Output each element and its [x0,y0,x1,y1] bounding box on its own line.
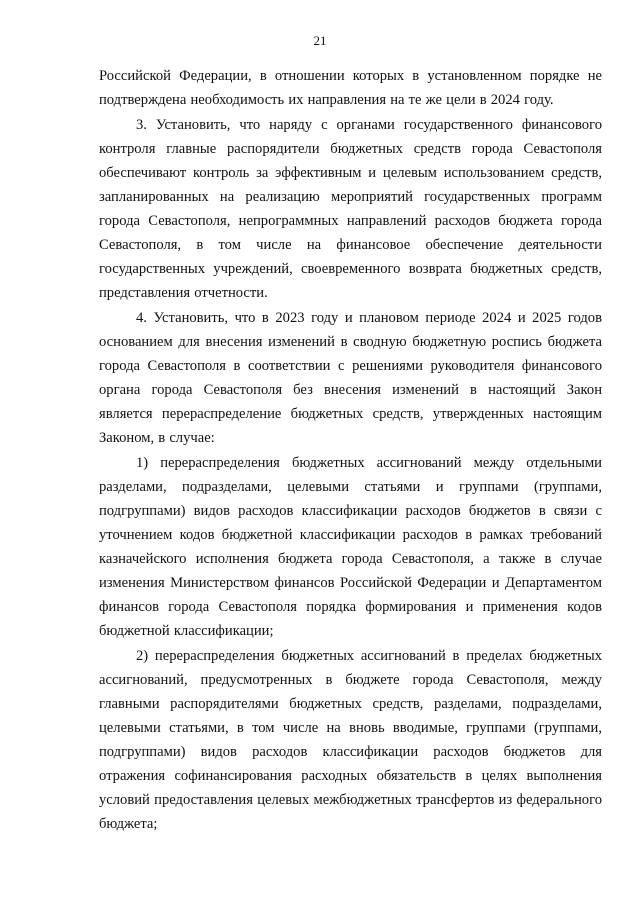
paragraph-item-4-1: 1) перераспределения бюджетных ассигнований между отдельными разделами, подразделами, целевыми статьями и группами (группами, подгруппами) видов расходов классификации расходов бюджетов в связи с уточнением кодов бюджетной классификации расходов в рамках требований казначейского исполнения бюджета города Севастополя, а также в случае изменения Министерством финансов Российской Федерации и Департаментом финансов города Севастополя порядка формирования и применения кодов бюджетной классификации; [99,455,602,639]
paragraph-item-3: 3. Установить, что наряду с органами государственного финансового контроля главные распорядители бюджетных средств города Севастополя обеспечивают контроль за эффективным и целевым использованием средств, запланированных на реализацию мероприятий государственных программ города Севастополя, непрограммных направлений расходов бюджета города Севастополя, в том числе на финансовое обеспечение деятельности государственных учреждений, своевременного возврата бюджетных средств, представления отчетности. [99,117,602,301]
page-number: 21 [313,33,327,48]
paragraph-continuation: Российской Федерации, в отношении которых в установленном порядке не подтверждена необходимость их направления на те же цели в 2024 году. [99,68,602,108]
paragraph-item-4-2: 2) перераспределения бюджетных ассигнований в пределах бюджетных ассигнований, предусмотренных в бюджете города Севастополя, между главными распорядителями бюджетных средств, разделами, подразделами, целевыми статьями, в том числе на вновь вводимые, группами (группами, подгруппами) видов расходов классификации расходов бюджетов для отражения софинансирования расходных обязательств в целях выполнения условий предоставления целевых межбюджетных трансфертов из федерального бюджета; [99,648,602,832]
paragraph-item-4: 4. Установить, что в 2023 году и плановом периоде 2024 и 2025 годов основанием для внесения изменений в сводную бюджетную роспись бюджета города Севастополя в соответствии с решениями руководителя финансового органа города Севастополя без внесения изменений в настоящий Закон является перераспределение бюджетных средств, утвержденных настоящим Законом, в случае: [99,310,602,446]
document-body [99,64,602,836]
